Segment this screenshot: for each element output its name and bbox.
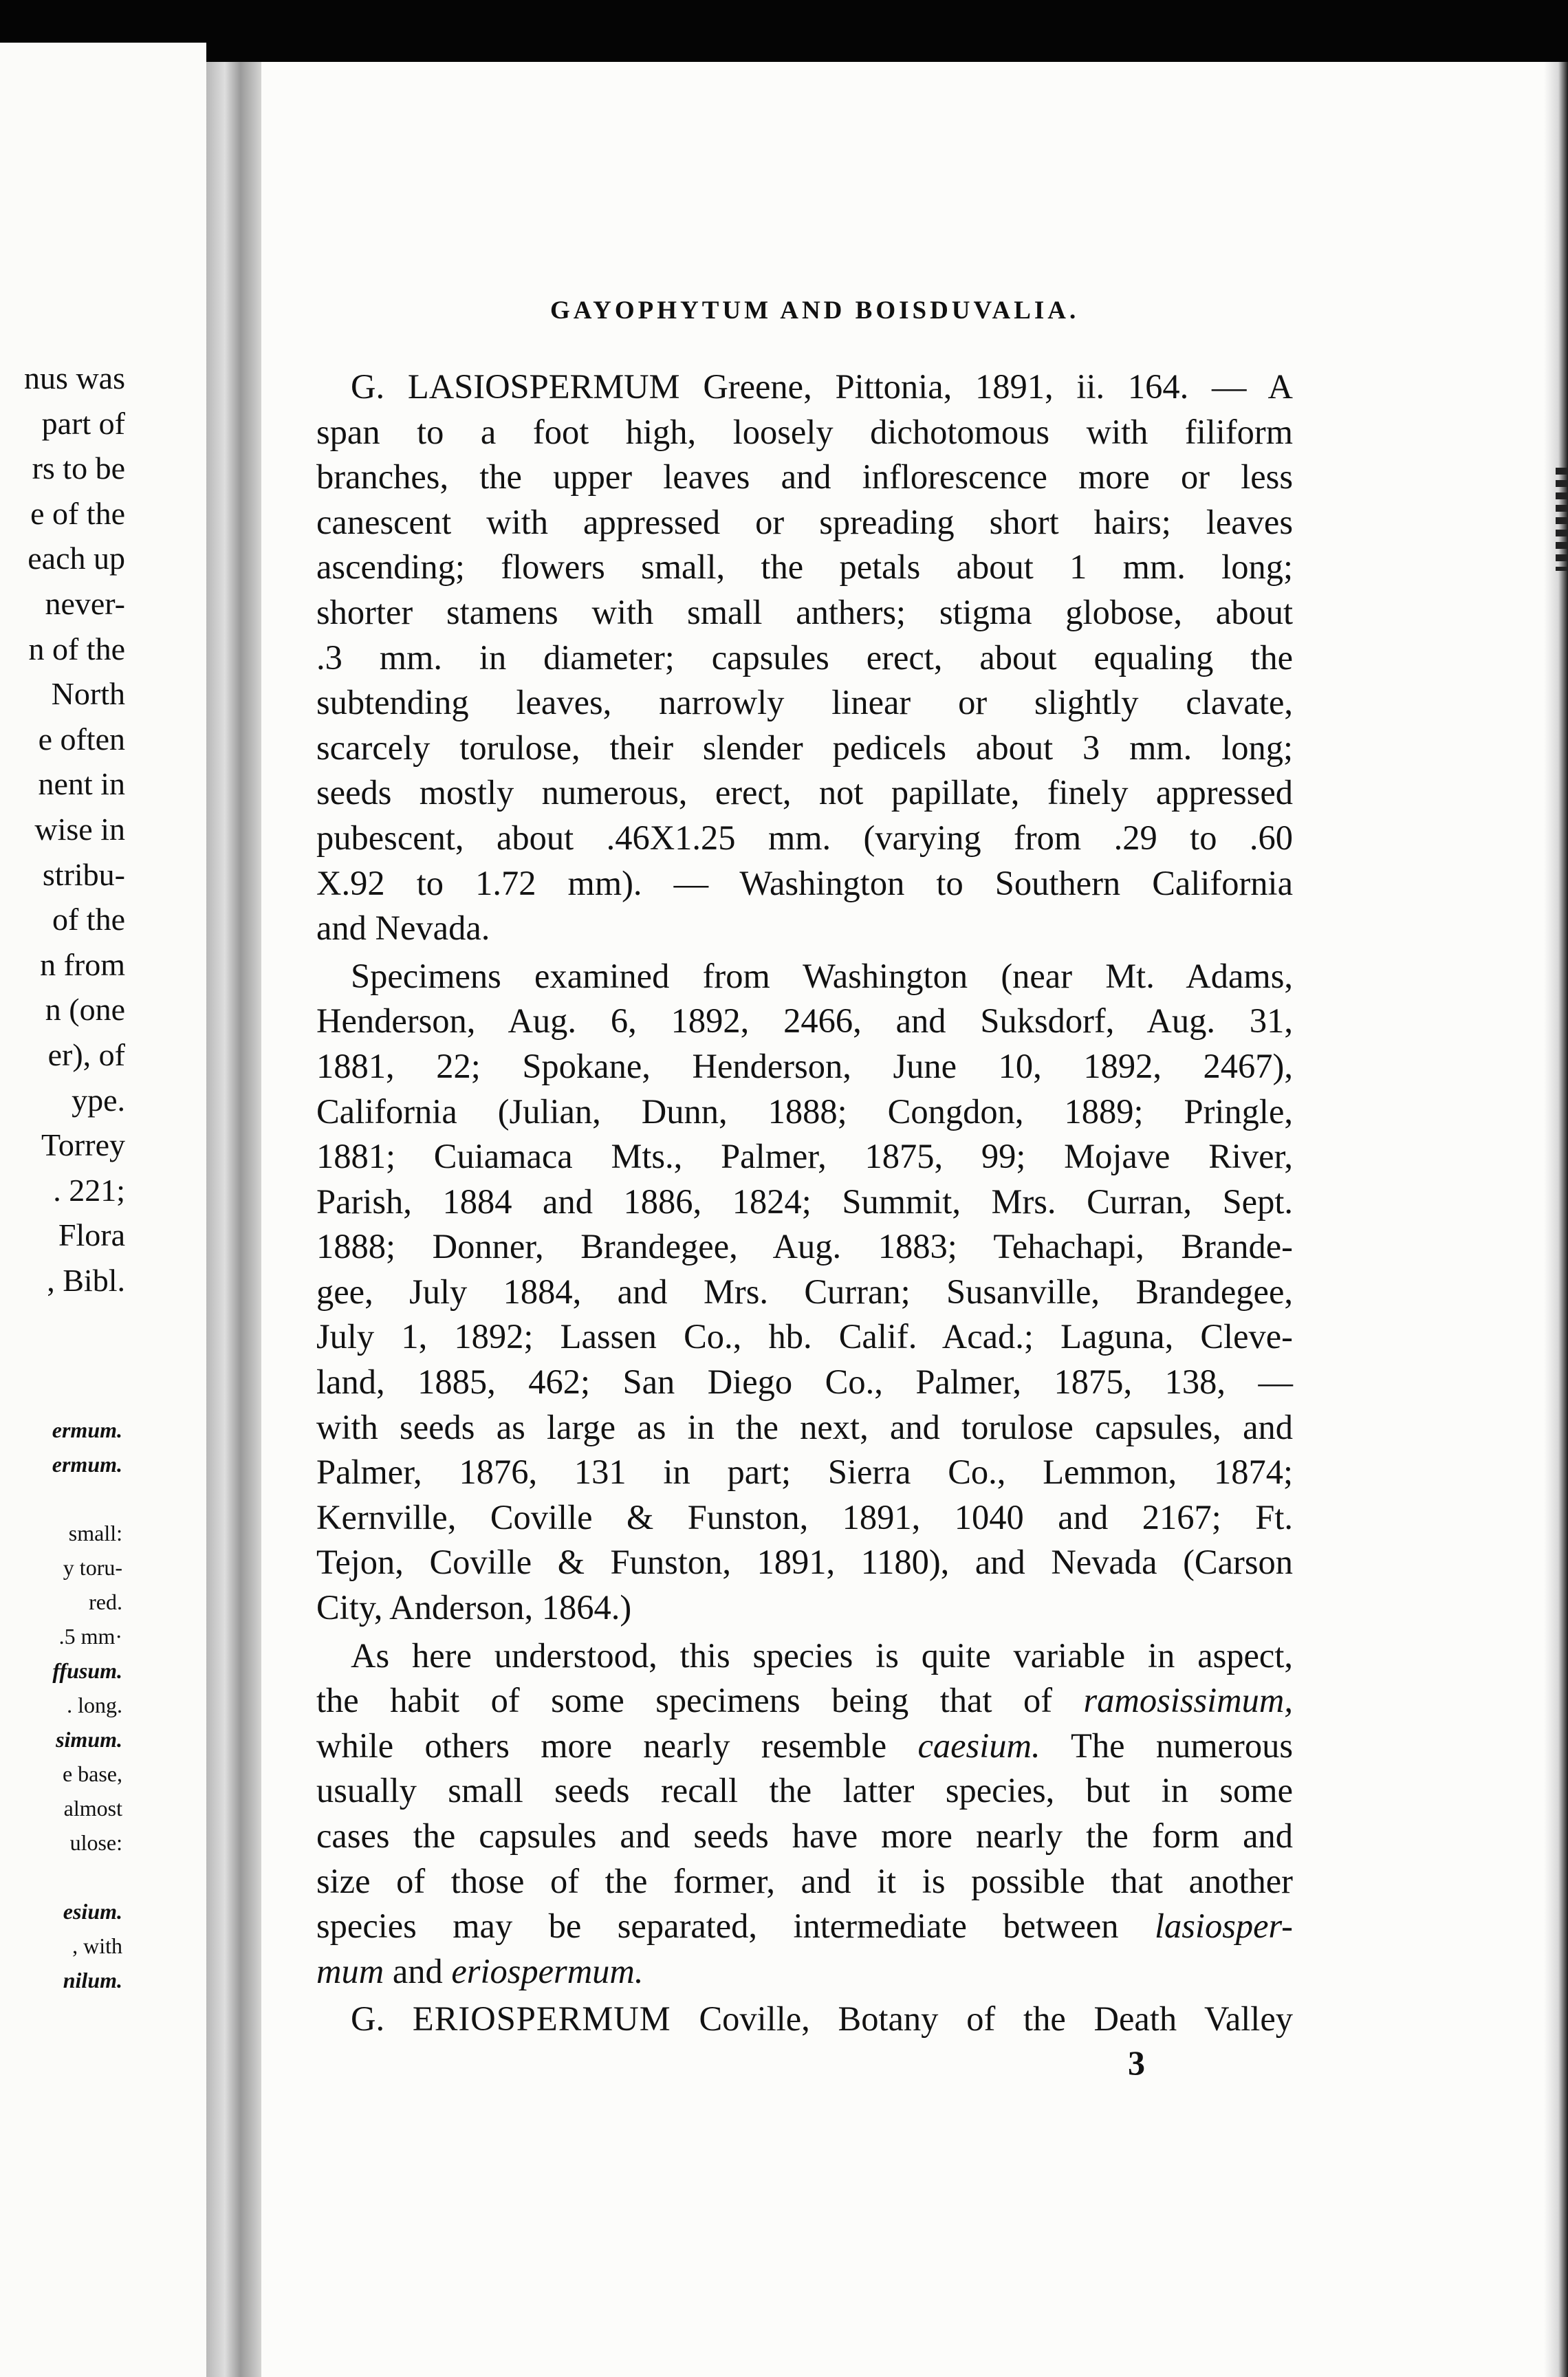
left-page-line: . 221; — [53, 1172, 125, 1208]
text-line: 1881; Cuiamaca Mts., Palmer, 1875, 99; Mojave River, — [316, 1137, 1293, 1176]
paragraph-lasiospermum — [316, 365, 1293, 951]
text-line: ascending; flowers small, the petals about 1 mm. long; — [316, 547, 1293, 587]
text-line: City, Anderson, 1864.) — [316, 1588, 632, 1627]
left-page-line: never- — [45, 586, 125, 621]
text-line: branches, the upper leaves and inflorescence more or less — [316, 457, 1293, 497]
left-page-line: almost — [63, 1796, 122, 1821]
left-page-line: stribu- — [42, 856, 125, 892]
paragraph-specimens — [316, 954, 1293, 1631]
text-line: Parish, 1884 and 1886, 1824; Summit, Mrs. Curran, Sept. — [316, 1182, 1293, 1221]
left-page-line: n (one — [45, 992, 125, 1028]
text-line: cases the capsules and seeds have more nearly the form and — [316, 1816, 1293, 1855]
left-page-line: esium. — [63, 1899, 122, 1924]
left-page-line: of the — [52, 902, 125, 937]
text-line: California (Julian, Dunn, 1888; Congdon, 1889; Pringle, — [316, 1092, 1293, 1131]
text-line: gee, July 1884, and Mrs. Curran; Susanville, Brandegee, — [316, 1272, 1293, 1311]
left-page-line: North — [51, 676, 125, 712]
left-page-line: simum. — [56, 1727, 122, 1752]
text-line: 1881, 22; Spokane, Henderson, June 10, 1892, 2467), — [316, 1046, 1293, 1085]
text-line: with seeds as large as in the next, and torulose capsules, and — [316, 1407, 1293, 1446]
text-line: As here understood, this species is quite variable in aspect, — [351, 1636, 1293, 1675]
left-page-line: small: — [68, 1521, 122, 1545]
left-page-line: e often — [38, 721, 125, 757]
text-line: July 1, 1892; Lassen Co., hb. Calif. Acad.; Laguna, Cleve- — [316, 1317, 1293, 1356]
left-page-line: nent in — [38, 766, 125, 802]
text-line: Specimens examined from Washington (near Mt. Adams, — [351, 956, 1293, 995]
text-line: span to a foot high, loosely dichotomous with filiform — [316, 412, 1293, 451]
text-line: X.92 to 1.72 mm). — Washington to Southern California — [316, 863, 1293, 902]
left-page-line: ulose: — [69, 1830, 122, 1855]
left-page-line: ype. — [72, 1082, 125, 1118]
text-line: and Nevada. — [316, 909, 490, 948]
left-page-line: wise in — [34, 812, 125, 847]
text-line: G. ERIOSPERMUM Coville, Botany of the Death Valley — [351, 1999, 1293, 2039]
left-page-line: ffusum. — [52, 1658, 122, 1683]
text-line: Kernville, Coville & Funston, 1891, 1040 and 2167; Ft. — [316, 1497, 1293, 1537]
text-line: size of those of the former, and it is possible that another — [316, 1861, 1293, 1900]
text-line: species may be separated, intermediate between lasiosper- — [316, 1907, 1293, 1946]
left-page-line: ermum. — [52, 1452, 122, 1477]
left-page-line: each up — [28, 541, 125, 576]
text-line: pubescent, about .46X1.25 mm. (varying from .29 to .60 — [316, 818, 1293, 857]
paragraph-eriospermum — [316, 1997, 1293, 2042]
left-page-line: e of the — [30, 495, 125, 531]
text-line: seeds mostly numerous, erect, not papillate, finely appressed — [316, 773, 1293, 812]
left-page-line: e base, — [62, 1761, 122, 1786]
text-line: while others more nearly resemble caesium. The numerous — [316, 1726, 1293, 1765]
text-line: usually small seeds recall the latter species, but in some — [316, 1771, 1293, 1810]
left-page-line: ermum. — [52, 1418, 122, 1442]
edge-marks — [1556, 468, 1568, 571]
left-page-line: nilum. — [63, 1968, 122, 1993]
previous-page-sliver — [0, 43, 206, 2377]
text-line: shorter stamens with small anthers; stigma globose, about — [316, 592, 1293, 631]
left-page-line: part of — [41, 405, 125, 441]
running-head: GAYOPHYTUM AND BOISDUVALIA. — [550, 296, 1080, 325]
left-page-line: er), of — [47, 1037, 125, 1072]
page-right-edge — [1544, 62, 1568, 2377]
left-page-line: Flora — [58, 1217, 125, 1253]
text-line: mum and eriospermum. — [316, 1951, 644, 1990]
left-page-line: Torrey — [41, 1127, 125, 1163]
body-text — [316, 365, 1293, 2045]
text-line: G. LASIOSPERMUM Greene, Pittonia, 1891, ii. 164. — A — [351, 367, 1293, 406]
paragraph-discussion — [316, 1633, 1293, 1995]
left-page-line: nus was — [24, 360, 125, 395]
text-line: land, 1885, 462; San Diego Co., Palmer, 1875, 138, — — [316, 1363, 1293, 1402]
left-page-line: y toru- — [63, 1555, 122, 1580]
text-line: Henderson, Aug. 6, 1892, 2466, and Suksdorf, Aug. 31, — [316, 1001, 1293, 1041]
text-line: scarcely torulose, their slender pedicels about 3 mm. long; — [316, 728, 1293, 767]
left-page-line: , with — [72, 1933, 122, 1958]
text-line: .3 mm. in diameter; capsules erect, about equaling the — [316, 638, 1293, 677]
page-number: 3 — [1128, 2043, 1145, 2082]
left-page-line: .5 mm· — [58, 1624, 122, 1649]
left-page-line: , Bibl. — [47, 1263, 125, 1298]
left-page-line: rs to be — [32, 451, 125, 486]
text-line: 1888; Donner, Brandegee, Aug. 1883; Tehachapi, Brande- — [316, 1227, 1293, 1266]
left-page-line: n from — [40, 946, 125, 982]
text-line: Tejon, Coville & Funston, 1891, 1180), and Nevada (Carson — [316, 1543, 1293, 1582]
text-line: the habit of some specimens being that of ramosissimum, — [316, 1681, 1293, 1720]
text-line: Palmer, 1876, 131 in part; Sierra Co., Lemmon, 1874; — [316, 1453, 1293, 1492]
left-page-line: . long. — [67, 1693, 122, 1717]
text-line: canescent with appressed or spreading short hairs; leaves — [316, 502, 1293, 541]
book-gutter — [206, 62, 268, 2377]
left-page-line: red. — [89, 1589, 122, 1614]
left-page-line: n of the — [28, 631, 125, 666]
text-line: subtending leaves, narrowly linear or slightly clavate, — [316, 683, 1293, 722]
